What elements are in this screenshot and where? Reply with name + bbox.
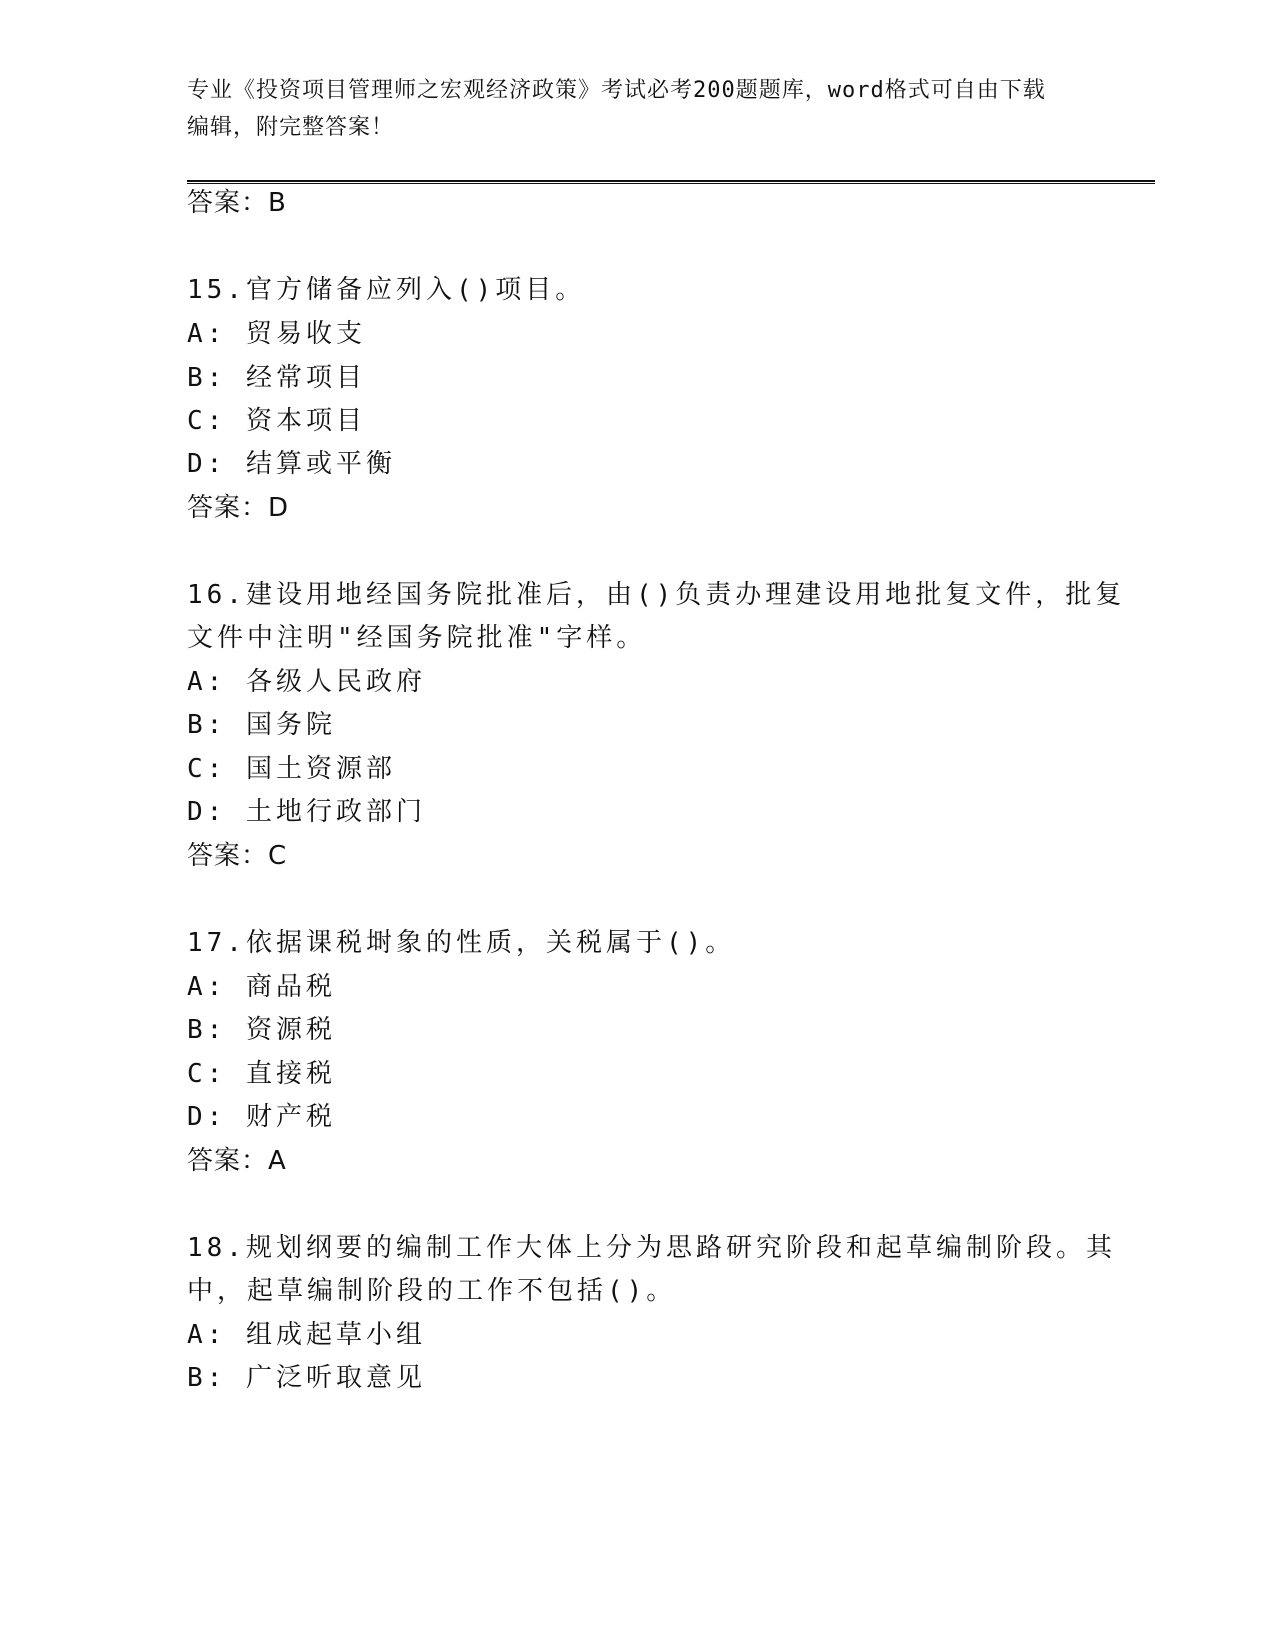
question-18-stem-line2: 中，起草编制阶段的工作不包括()。 [187, 1276, 677, 1306]
question-17-option-a: A: 商品税 [187, 972, 336, 1002]
question-17-option-d: D: 财产税 [187, 1102, 336, 1132]
question-16-option-c: C: 国土资源部 [187, 754, 396, 784]
answer-15: 答案：D [187, 493, 290, 523]
header-divider [187, 180, 1155, 184]
answer-14: 答案：B [187, 188, 287, 218]
question-16-stem-line1: 16.建设用地经国务院批准后，由()负责办理建设用地批复文件，批复 [187, 580, 1126, 610]
question-15-option-b: B: 经常项目 [187, 363, 366, 393]
question-15-option-c: C: 资本项目 [187, 406, 366, 436]
answer-16: 答案：C [187, 841, 288, 871]
answer-17: 答案：A [187, 1146, 287, 1176]
question-17-option-c: C: 直接税 [187, 1059, 336, 1089]
question-16-option-d: D: 土地行政部门 [187, 797, 426, 827]
question-15-stem: 15.官方储备应列入()项目。 [187, 275, 586, 305]
question-18-option-a: A: 组成起草小组 [187, 1320, 426, 1350]
question-15-option-a: A: 贸易收支 [187, 319, 366, 349]
question-16-stem-line2: 文件中注明"经国务院批准"字样。 [187, 623, 647, 653]
document-header: 专业《投资项目管理师之宏观经济政策》考试必考200题题库，word格式可自由下载编辑，附完整答案！ [187, 78, 1046, 140]
question-15-option-d: D: 结算或平衡 [187, 449, 396, 479]
question-16-option-b: B: 国务院 [187, 710, 336, 740]
question-18-option-b: B: 广泛听取意见 [187, 1363, 426, 1393]
question-17-option-b: B: 资源税 [187, 1015, 336, 1045]
question-18-stem-line1: 18.规划纲要的编制工作大体上分为思路研究阶段和起草编制阶段。其 [187, 1233, 1116, 1263]
question-17-stem: 17.依据课税埘象的性质，关税属于()。 [187, 928, 736, 958]
question-16-option-a: A: 各级人民政府 [187, 667, 426, 697]
